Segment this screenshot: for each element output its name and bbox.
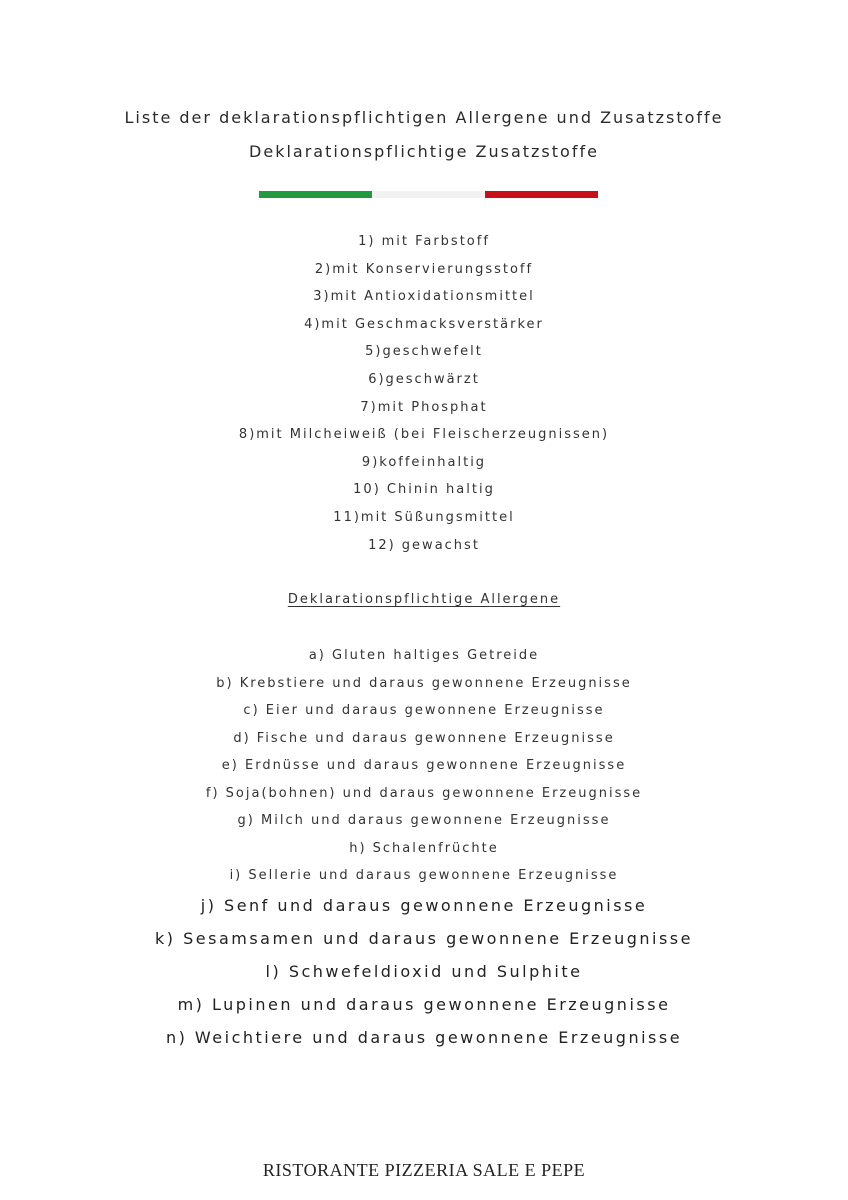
additive-item: 5)geschwefelt — [365, 344, 483, 360]
additive-item: 7)mit Phosphat — [360, 399, 488, 415]
allergen-item: l) Schwefeldioxid und Sulphite — [265, 962, 583, 981]
additive-item: 10) Chinin haltig — [353, 482, 495, 498]
additive-item: 11)mit Süßungsmittel — [333, 509, 515, 525]
allergen-item: m) Lupinen und daraus gewonnene Erzeugnisse — [177, 995, 671, 1014]
flag-stripe-green — [259, 191, 372, 198]
allergen-item: d) Fische und daraus gewonnene Erzeugnisse — [233, 730, 615, 746]
allergen-item: a) Gluten haltiges Getreide — [308, 648, 540, 663]
additive-item: 6)geschwärzt — [368, 371, 480, 387]
restaurant-name-footer: RISTORANTE PIZZERIA SALE E PEPE — [262, 1160, 586, 1180]
additive-item: 8)mit Milcheiweiß (bei Fleischerzeugnissen) — [238, 427, 610, 443]
flag-stripe-red — [485, 191, 598, 198]
additive-item: 2)mit Konservierungsstoff — [314, 261, 534, 277]
additive-item: 9)koffeinhaltig — [361, 454, 487, 470]
italian-flag-divider — [259, 191, 598, 198]
additive-item: 3)mit Antioxidationsmittel — [313, 289, 535, 305]
allergen-item: n) Weichtiere und daraus gewonnene Erzeugnisse — [165, 1028, 683, 1047]
allergen-item: b) Krebstiere und daraus gewonnene Erzeugnisse — [216, 675, 632, 691]
additive-item: 12) gewachst — [368, 537, 480, 553]
additive-item: 1) mit Farbstoff — [358, 234, 490, 249]
allergen-item: j) Senf und daraus gewonnene Erzeugnisse — [200, 896, 648, 915]
allergen-item: c) Eier und daraus gewonnene Erzeugnisse — [243, 703, 605, 718]
allergen-item: g) Milch und daraus gewonnene Erzeugnisse — [237, 813, 611, 828]
allergen-item: e) Erdnüsse und daraus gewonnene Erzeugnisse — [221, 758, 627, 773]
allergen-item: i) Sellerie und daraus gewonnene Erzeugnisse — [229, 868, 619, 883]
additive-item: 4)mit Geschmacksverstärker — [304, 316, 544, 332]
additives-subtitle: Deklarationspflichtige Zusatzstoffe — [249, 142, 599, 161]
allergen-item: k) Sesamsamen und daraus gewonnene Erzeugnisse — [155, 929, 693, 948]
allergen-item: h) Schalenfrüchte — [349, 840, 499, 856]
flag-stripe-white — [372, 191, 485, 198]
allergens-list — [0, 646, 848, 894]
allergens-heading: Deklarationspflichtige Allergene — [287, 592, 561, 607]
allergen-item: f) Soja(bohnen) und daraus gewonnene Erzeugnisse — [205, 785, 643, 801]
page-title: Liste der deklarationspflichtigen Allergene und Zusatzstoffe — [124, 108, 724, 127]
additives-list — [0, 232, 848, 563]
allergens-list-continued — [0, 893, 848, 1058]
